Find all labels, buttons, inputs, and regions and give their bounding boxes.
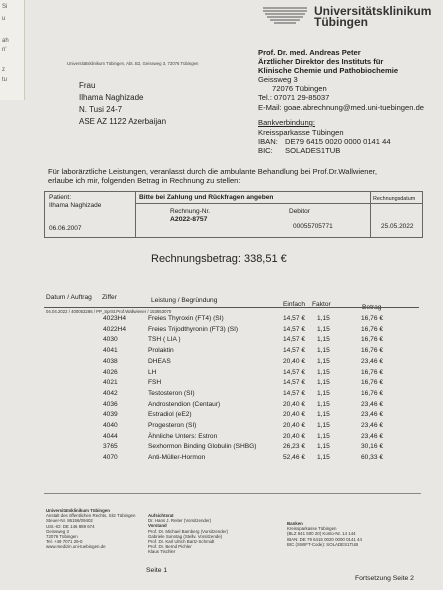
university-logo-icon — [261, 4, 309, 26]
row-simple-rate: 14,57 € — [283, 325, 305, 333]
bank-name: Kreissparkasse Tübingen — [258, 128, 344, 137]
invoice-info-box — [44, 191, 423, 238]
recipient-city: ASE AZ 1122 Azerbaijan — [79, 117, 167, 126]
footer-line: Prof. Dr. Bernd Pichler — [148, 544, 192, 550]
row-code: 4036 — [103, 400, 118, 408]
patient-name: Ilhama Naghizade — [49, 202, 102, 209]
row-service: FSH — [148, 379, 162, 387]
doctor-name: Prof. Dr. med. Andreas Peter — [258, 48, 361, 57]
row-factor: 1,15 — [317, 357, 330, 365]
row-amount: 30,16 € — [361, 443, 383, 451]
footer-line: 72076 Tübingen — [46, 534, 78, 540]
adjacent-page-strip — [0, 0, 25, 100]
logo-title-line1: Universitätsklinikum — [314, 4, 432, 18]
row-service: Freies Thyroxin (FT4) (SI) — [148, 315, 224, 322]
doctor-title-line1: Ärztlicher Direktor des Instituts für — [258, 57, 384, 66]
row-code: 4040 — [103, 422, 118, 429]
row-code: 3765 — [103, 443, 118, 451]
row-factor: 1,15 — [317, 347, 330, 355]
row-factor: 1,15 — [317, 454, 330, 462]
row-code: 4039 — [103, 411, 118, 419]
row-service: Ähnliche Unters: Estron — [148, 432, 218, 440]
row-simple-rate: 14,57 € — [283, 347, 305, 355]
footer-line: Klaus Tischler — [148, 549, 176, 555]
notice-divider — [135, 203, 370, 204]
row-factor: 1,15 — [317, 379, 330, 387]
strip-text: tu — [2, 77, 8, 83]
page-number: Seite 1 — [146, 567, 168, 574]
row-service: Androstendion (Centaur) — [148, 400, 221, 408]
recipient-salutation: Frau — [79, 81, 96, 90]
row-factor: 1,15 — [317, 443, 330, 451]
doctor-city: 72076 Tübingen — [272, 84, 327, 93]
table-header-rule — [44, 307, 419, 308]
row-service: Freies Trijodthyronin (FT3) (SI) — [148, 325, 239, 333]
row-factor: 1,15 — [317, 432, 330, 440]
row-code: 4038 — [103, 357, 118, 365]
footer-line: (BLZ 641 500 20) Konto-Nr. 14 144 — [287, 531, 356, 537]
row-simple-rate: 14,57 € — [283, 315, 305, 322]
row-service: Progesteron (SI) — [148, 422, 197, 429]
footer-line: Vorstand — [148, 523, 167, 529]
row-factor: 1,15 — [317, 315, 330, 322]
row-simple-rate: 52,46 € — [283, 454, 305, 462]
row-simple-rate: 20,40 € — [283, 400, 305, 408]
row-simple-rate: 20,40 € — [283, 432, 305, 440]
debtor-label: Debitor — [289, 208, 310, 215]
footer-banks — [287, 521, 362, 547]
row-code: 4026 — [103, 368, 118, 376]
row-code: 4021 — [103, 379, 118, 387]
row-code: 4070 — [103, 454, 118, 462]
strip-text: z — [2, 67, 5, 73]
row-amount: 16,76 € — [361, 347, 383, 355]
row-factor: 1,15 — [317, 336, 330, 344]
col-header-amount: Betrag — [362, 304, 382, 311]
strip-text: ah — [2, 38, 9, 44]
order-line: 04.04.2022 / 400053286 / PP_SprSt.Prof.Wallwiener / 153653070 — [46, 309, 172, 314]
row-amount: 16,76 € — [361, 379, 383, 387]
row-amount: 16,76 € — [361, 368, 383, 376]
footer-line: Universitätsklinikum Tübingen — [46, 508, 110, 513]
payment-notice: Bitte bei Zahlung und Rückfragen angeben — [139, 194, 274, 201]
footer-line: Steuer-Nr. 86156/09402 — [46, 518, 93, 524]
footer-line: Dr. Hans J. Reiter (Vorsitzender) — [148, 518, 212, 524]
strip-text: Si — [2, 4, 8, 10]
footer-line: Aufsichtsrat — [148, 513, 174, 518]
footer-line: Prof. Dr. Michael Bamberg (Vorsitzender) — [148, 528, 229, 534]
footer-line: Prof. Dr. Karl Ulrich Bartz-Schmidt — [148, 539, 215, 545]
row-service: Estradiol (eE2) — [148, 411, 192, 419]
sender-line: Universitätsklinikum Tübingen, Abt. B2, Geissweg 3, 72076 Tübingen — [67, 61, 199, 66]
intro-line1: Für laborärztliche Leistungen, veranlasst durch die ambulante Behandlung bei Prof.Dr.Wallwiener, — [48, 167, 377, 176]
row-factor: 1,15 — [317, 400, 330, 408]
footer-line: USt.-ID: DE 146 889 674 — [46, 523, 95, 529]
footer-institution — [46, 508, 135, 550]
invoice-date-label: Rechnungsdatum — [373, 196, 416, 202]
invoice-number: A2022-8757 — [170, 216, 208, 223]
recipient-street: N. Tusi 24-7 — [79, 105, 123, 114]
footer-line: IBAN: DE 79 6415 0020 0000 0141 44 — [287, 536, 362, 542]
col-header-date-order: Datum / Auftrag — [46, 294, 92, 301]
row-service: TSH ( LIA ) — [148, 336, 181, 344]
logo-title-line2: Tübingen — [314, 15, 368, 29]
date-divider — [371, 203, 423, 204]
row-service: DHEAS — [148, 357, 171, 365]
col-header-service: Leistung / Begründung — [151, 297, 218, 304]
footer-line: Gabriele Sonntag (Stellv. Vorsitzende) — [148, 533, 223, 539]
row-amount: 23,46 € — [361, 422, 383, 429]
row-amount: 16,76 € — [361, 315, 383, 322]
col-header-factor: Faktor — [312, 301, 331, 308]
row-service: Anti-Müller-Hormon — [148, 454, 206, 462]
invoice-date: 25.05.2022 — [381, 223, 414, 230]
row-amount: 23,46 € — [361, 357, 383, 365]
intro-line2: erlaube ich mir, folgenden Betrag in Rechnung zu stellen: — [48, 176, 241, 185]
row-amount: 23,46 € — [361, 411, 383, 419]
row-code: 4022H4 — [103, 325, 127, 333]
doctor-title-line2: Klinische Chemie und Pathobiochemie — [258, 66, 399, 75]
bic-label: BIC: — [258, 146, 273, 155]
row-code: 4041 — [103, 347, 118, 355]
patient-date: 06.06.2007 — [49, 225, 82, 232]
strip-text: u — [2, 16, 6, 22]
doctor-phone: Tel.: 07071 29-85037 — [258, 93, 330, 102]
strip-text: n' — [2, 47, 7, 53]
footer-line: Banken — [287, 521, 303, 526]
row-simple-rate: 20,40 € — [283, 422, 305, 429]
row-factor: 1,15 — [317, 325, 330, 333]
footer-line: Tel. +49 7071 29-0 — [46, 539, 83, 545]
row-amount: 23,46 € — [361, 432, 383, 440]
row-code: 4030 — [103, 336, 118, 344]
row-code: 4044 — [103, 432, 118, 440]
doctor-email: E-Mail: goae.abrechnung@med.uni-tuebingen.de — [258, 103, 425, 112]
footer-line: Anstalt des öffentlichen Rechts, Sitz Tübingen — [46, 513, 136, 519]
row-amount: 16,76 € — [361, 325, 383, 333]
footer-line: BIC (SWIFT-Code): SOLADES1TUB — [287, 541, 359, 547]
row-amount: 23,46 € — [361, 400, 383, 408]
row-service: Prolaktin — [148, 347, 174, 355]
footer-board — [148, 513, 228, 555]
col-header-simple: Einfach — [283, 301, 305, 308]
footer-line: Geissweg 3 — [46, 528, 69, 534]
iban-label: IBAN: — [258, 137, 278, 146]
row-simple-rate: 14,57 € — [283, 379, 305, 387]
row-service: LH — [148, 368, 157, 376]
recipient-name: Ilhama Naghizade — [79, 93, 144, 102]
footer-line: Kreissparkasse Tübingen — [287, 526, 337, 532]
row-code: 4023H4 — [103, 315, 127, 322]
row-factor: 1,15 — [317, 389, 330, 397]
invoice-total: Rechnungsbetrag: 338,51 € — [151, 253, 287, 265]
row-factor: 1,15 — [317, 368, 330, 376]
bic-value: SOLADES1TUB — [285, 146, 341, 155]
row-amount: 60,33 € — [361, 454, 383, 462]
row-amount: 16,76 € — [361, 389, 383, 397]
row-simple-rate: 20,40 € — [283, 357, 305, 365]
iban-value: DE79 6415 0020 0000 0141 44 — [285, 137, 391, 146]
bank-heading: Bankverbindung: — [258, 118, 315, 127]
row-code: 4042 — [103, 389, 118, 397]
reference-cell — [135, 192, 370, 237]
patient-label: Patient: — [49, 194, 72, 201]
doctor-street: Geissweg 3 — [258, 75, 298, 84]
row-factor: 1,15 — [317, 411, 330, 419]
row-amount: 16,76 € — [361, 336, 383, 344]
footer-line: www.medizin.uni-tuebingen.de — [46, 544, 106, 550]
row-simple-rate: 14,57 € — [283, 368, 305, 376]
row-factor: 1,15 — [317, 422, 330, 429]
patient-cell — [45, 192, 136, 237]
date-cell — [370, 192, 423, 237]
continuation-note: Fortsetzung Seite 2 — [355, 575, 414, 582]
row-simple-rate: 14,57 € — [283, 389, 305, 397]
row-service: Testosteron (SI) — [148, 389, 195, 397]
debtor-number: 00055705771 — [293, 223, 333, 230]
col-header-digit: Ziffer — [102, 294, 117, 301]
invoice-number-label: Rechnung-Nr. — [170, 208, 211, 215]
row-service: Sexhormon Binding Globulin (SHBG) — [148, 443, 257, 451]
row-simple-rate: 14,57 € — [283, 336, 305, 344]
row-simple-rate: 20,40 € — [283, 411, 305, 419]
row-simple-rate: 26,23 € — [283, 443, 305, 451]
footer-rule — [44, 493, 421, 494]
